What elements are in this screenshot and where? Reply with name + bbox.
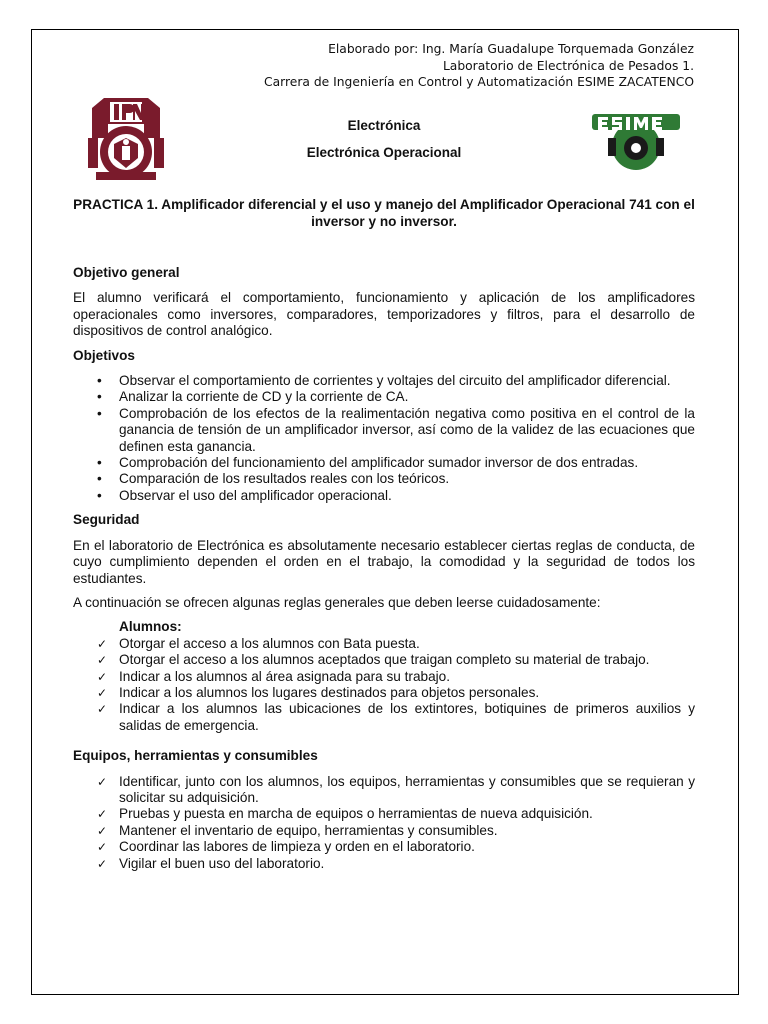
list-item: • Comparación de los resultados reales con los teóricos. (73, 471, 695, 487)
checkmark-icon: ✓ (97, 823, 108, 838)
objetivo-general-heading: Objetivo general (73, 265, 180, 280)
list-item: ✓ Pruebas y puesta en marcha de equipos o herramientas de nueva adquisición. (97, 806, 593, 822)
seguridad-intro: A continuación se ofrecen algunas reglas generales que deben leerse cuidadosamente: (73, 594, 601, 610)
list-item: ✓ Indicar a los alumnos al área asignada para su trabajo. (97, 668, 450, 684)
equipos-list (73, 774, 695, 872)
list-item: • Analizar la corriente de CD y la corriente de CA. (73, 389, 695, 405)
objetivo-general-text: El alumno verificará el comportamiento, funcionamiento y aplicación de los amplificadores operacionales como inversores, comparadores, temporizadores y filtros, para el desarrollo de dispositivos de control analógico. (73, 290, 695, 339)
checkmark-icon: ✓ (97, 807, 108, 822)
checkmark-icon: ✓ (97, 856, 108, 871)
list-item: • Comprobación de los efectos de la realimentación negativa como positiva en el control de la ganancia de tensión de un amplificador inversor, así como de la validez de las ecuaciones que definen esta ganancia. (73, 406, 695, 455)
list-item: ✓ Coordinar las labores de limpieza y orden en el laboratorio. (97, 839, 475, 855)
equipos-heading: Equipos, herramientas y consumibles (73, 748, 318, 764)
alumnos-list (73, 636, 695, 734)
list-item: ✓ Mantener el inventario de equipo, herramientas y consumibles. (97, 822, 498, 838)
list-item: ✓ Identificar, junto con los alumnos, los equipos, herramientas y consumibles que se requieran y solicitar su adquisición. (97, 773, 695, 805)
list-item: ✓ Indicar a los alumnos los lugares destinados para objetos personales. (97, 684, 540, 700)
list-item: ✓ Indicar a los alumnos las ubicaciones de los extintores, botiquines de primeros auxilios y salidas de emergencia. (97, 701, 695, 733)
author-line: Carrera de Ingeniería en Control y Automatización ESIME ZACATENCO (264, 75, 694, 89)
list-item: ✓ Vigilar el buen uso del laboratorio. (97, 855, 325, 871)
checkmark-icon: ✓ (97, 702, 108, 717)
list-item: • Comprobación del funcionamiento del amplificador sumador inversor de dos entradas. (73, 455, 695, 471)
esime-logo (588, 108, 684, 172)
checkmark-icon: ✓ (97, 636, 108, 651)
list-item: • Observar el uso del amplificador operacional. (73, 488, 695, 504)
objetivos-heading: Objetivos (73, 347, 135, 363)
seguridad-text: En el laboratorio de Electrónica es absolutamente necesario establecer ciertas reglas de conducta, de cuyo cumplimiento dependen el orden en el trabajo, la comodidad y la seguridad de todos los estudiantes. (73, 537, 695, 586)
checkmark-icon: ✓ (97, 669, 108, 684)
author-block (264, 41, 694, 91)
objetivos-list (73, 373, 695, 504)
seguridad-heading: Seguridad (73, 512, 140, 528)
ipn-logo (84, 88, 168, 182)
checkmark-icon: ✓ (97, 653, 108, 668)
list-item: ✓ Otorgar el acceso a los alumnos con Bata puesta. (97, 635, 420, 651)
course-title: Electrónica Operacional (306, 145, 462, 160)
practice-title: PRACTICA 1. Amplificador diferencial y el uso y manejo del Amplificador Operacional 741 con el inversor y no inversor. (73, 197, 695, 229)
list-item: • Observar el comportamiento de corrientes y voltajes del circuito del amplificador diferencial. (73, 373, 695, 389)
list-item: ✓ Otorgar el acceso a los alumnos aceptados que traigan completo su material de trabajo. (97, 652, 650, 668)
author-line: Elaborado por: Ing. María Guadalupe Torquemada González (328, 42, 694, 56)
subject-title: Electrónica (347, 118, 421, 133)
checkmark-icon: ✓ (97, 685, 108, 700)
document-body (73, 265, 695, 880)
checkmark-icon: ✓ (97, 840, 108, 855)
checkmark-icon: ✓ (97, 774, 108, 789)
author-line: Laboratorio de Electrónica de Pesados 1. (442, 58, 694, 73)
alumnos-label: Alumnos: (119, 619, 182, 635)
